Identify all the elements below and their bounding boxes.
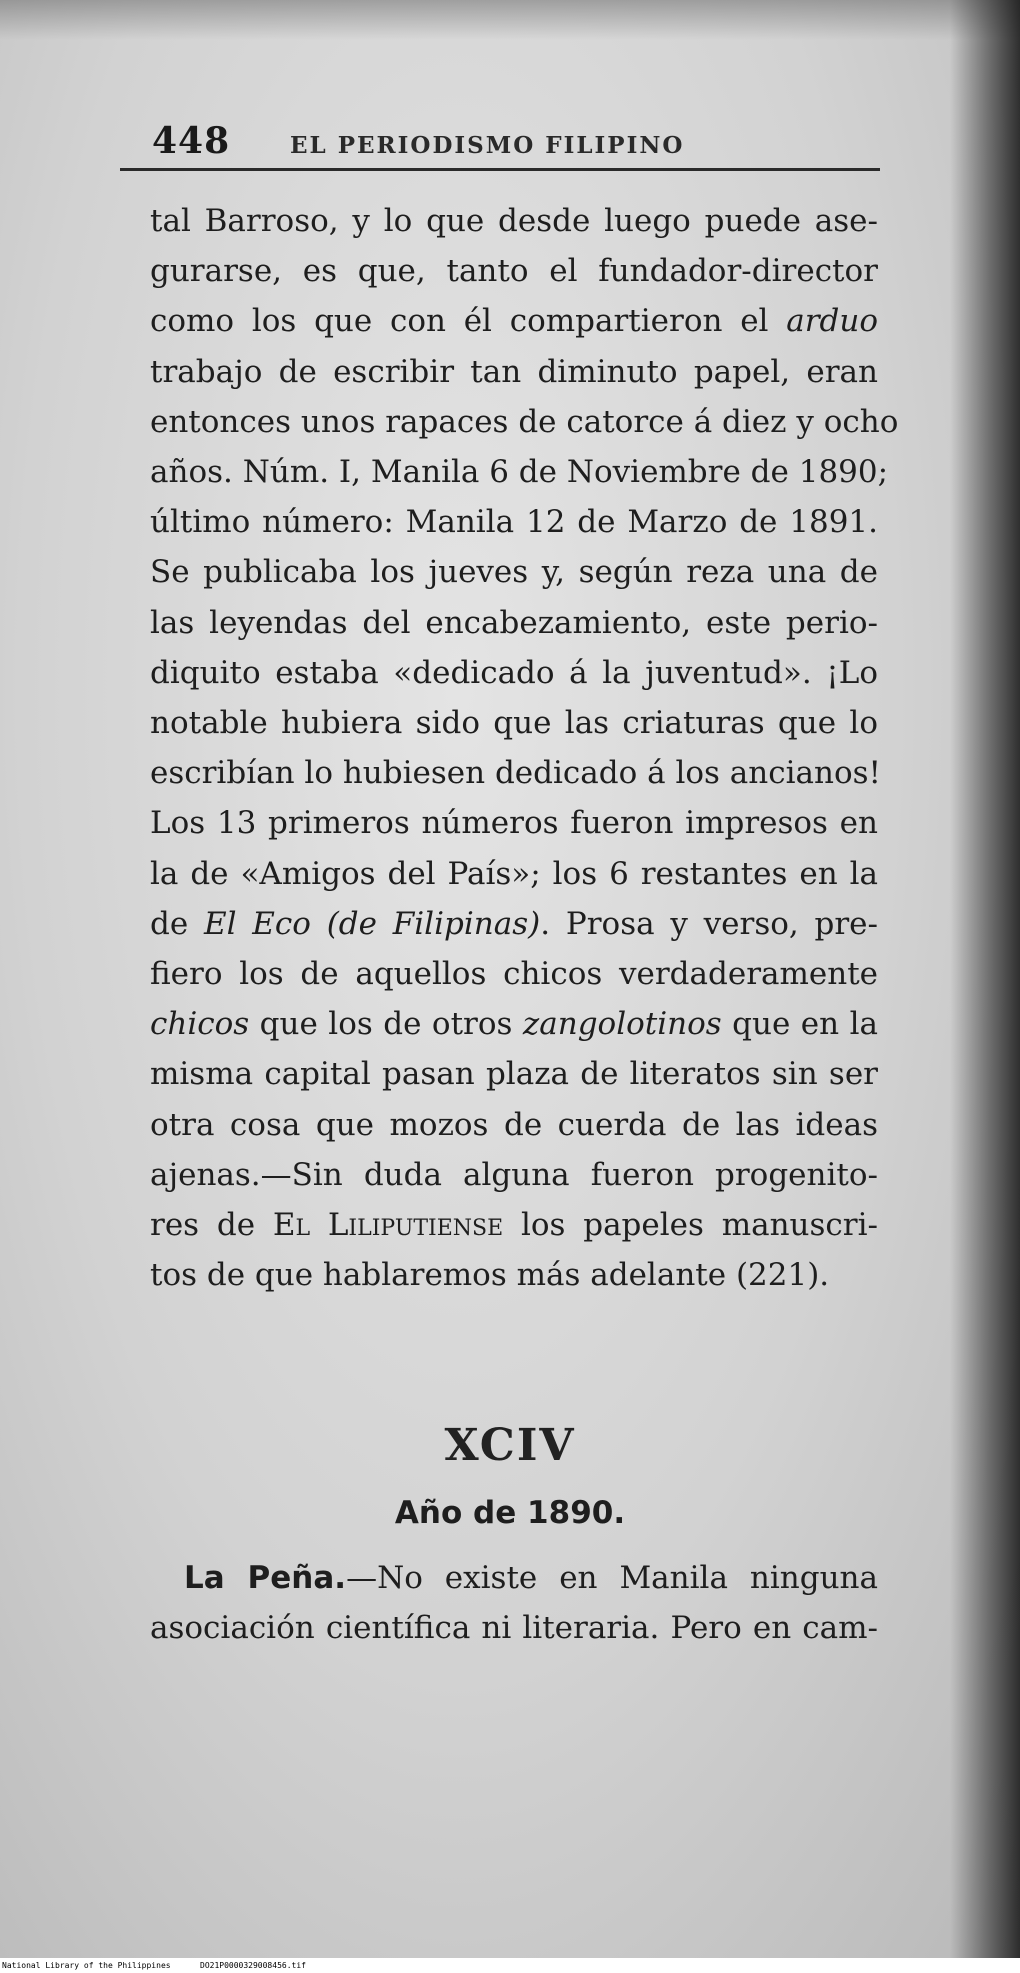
text-run: . Prosa y verso, pre- — [540, 905, 879, 942]
text-line — [150, 1200, 878, 1250]
italic-run: arduo — [786, 303, 878, 340]
text-line: tos de que hablaremos más adelante (221). — [150, 1257, 830, 1294]
text-run: que en la — [721, 1006, 878, 1043]
text-line — [150, 899, 878, 949]
body-paragraph — [150, 196, 899, 1300]
text-line: otra cosa que mozos de cuerda de las ideas — [150, 1106, 878, 1143]
text-line: la de «Amigos del País»; los 6 restantes en la — [150, 855, 878, 892]
text-run: los papeles manuscri- — [503, 1207, 878, 1244]
text-line: las leyendas del encabezamiento, este perio- — [150, 604, 878, 641]
text-line: trabajo de escribir tan diminuto papel, eran — [150, 353, 878, 390]
text-line — [150, 296, 878, 346]
text-line: asociación científica ni literaria. Pero en cam- — [150, 1610, 878, 1646]
small-caps-run: El Liliputiense — [272, 1207, 504, 1244]
text-run: como los que con él compartieron el — [150, 303, 787, 340]
section-number: XCIV — [444, 1420, 576, 1471]
text-line: tal Barroso, y lo que desde luego puede ase- — [150, 203, 878, 239]
text-line — [150, 1553, 878, 1603]
footer-filename: DO21P0000329008456.tif — [200, 1961, 306, 1970]
text-run: res de — [150, 1207, 273, 1244]
running-head: EL PERIODISMO FILIPINO — [290, 132, 685, 159]
scan-footer — [0, 1958, 1020, 1973]
entry-lead: La Peña. — [184, 1560, 347, 1596]
italic-run: El Eco (de Filipinas) — [203, 905, 541, 942]
entry-paragraph — [150, 1553, 878, 1653]
text-line: Se publicaba los jueves y, según reza una de — [150, 554, 878, 591]
text-run: que los de otros — [249, 1006, 523, 1043]
text-line: ajenas.—Sin duda alguna fueron progenito- — [150, 1156, 878, 1193]
footer-source: National Library of the Philippines — [2, 1961, 171, 1970]
italic-run: zangolotinos — [522, 1006, 722, 1043]
text-run: —No existe en Manila ninguna — [346, 1560, 878, 1596]
text-line — [150, 999, 878, 1049]
text-run: de — [150, 905, 204, 942]
text-line: diquito estaba «dedicado á la juventud». ¡Lo — [150, 654, 878, 691]
text-line: entonces unos rapaces de catorce á diez y ocho — [150, 403, 899, 440]
page-header — [120, 120, 880, 171]
text-line: escribían lo hubiesen dedicado á los ancianos! — [150, 755, 881, 792]
text-line: misma capital pasan plaza de literatos sin ser — [150, 1056, 878, 1093]
text-line: notable hubiera sido que las criaturas que lo — [150, 705, 878, 742]
italic-run: chicos — [150, 1006, 250, 1043]
text-line: Los 13 primeros números fueron impresos en — [150, 805, 878, 842]
section-title: Año de 1890. — [394, 1495, 626, 1531]
text-line: años. Núm. I, Manila 6 de Noviembre de 1890; — [150, 454, 889, 491]
text-line: último número: Manila 12 de Marzo de 1891. — [150, 504, 878, 541]
text-line: fiero los de aquellos chicos verdaderamente — [150, 956, 878, 993]
page-number: 448 — [152, 120, 231, 162]
text-line: gurarse, es que, tanto el fundador-director — [150, 253, 878, 290]
